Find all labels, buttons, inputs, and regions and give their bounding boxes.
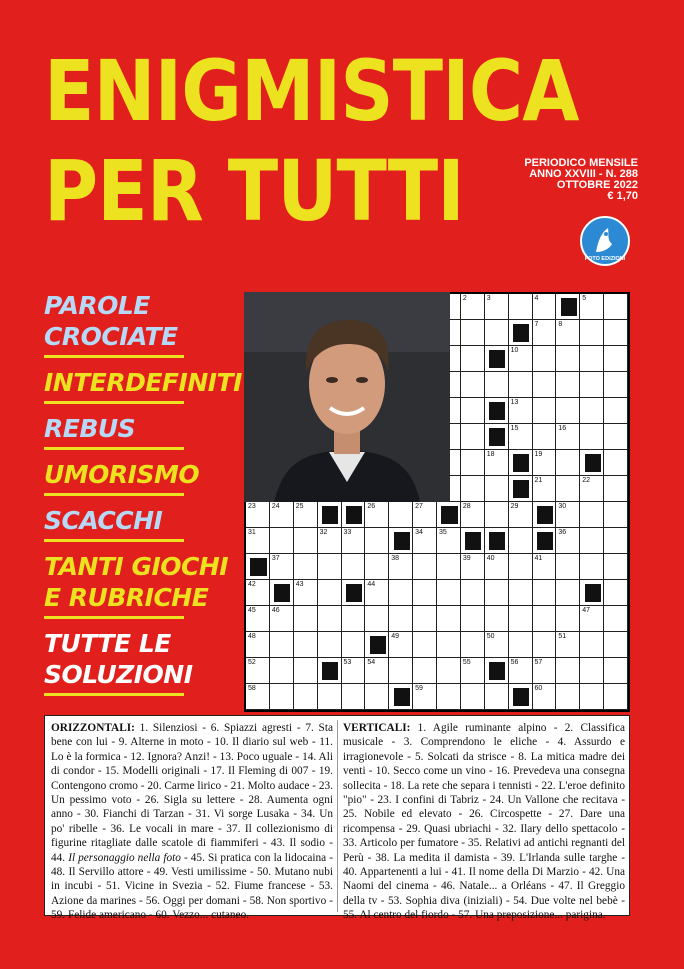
- grid-cell[interactable]: [533, 424, 557, 450]
- grid-cell[interactable]: [485, 372, 509, 398]
- grid-cell[interactable]: [342, 528, 366, 554]
- grid-cell: [485, 424, 509, 450]
- grid-cell[interactable]: [604, 476, 628, 502]
- cell-number: 25: [295, 503, 304, 510]
- grid-cell[interactable]: [413, 528, 437, 554]
- grid-cell[interactable]: [533, 684, 557, 710]
- grid-cell: [270, 580, 294, 606]
- grid-cell[interactable]: [509, 554, 533, 580]
- black-square: [441, 506, 457, 524]
- grid-cell: [580, 580, 604, 606]
- grid-cell[interactable]: [604, 580, 628, 606]
- across-text2: - 45. Si pratica con la lidocaina - 48. Il Servillo attore - 49. Vesti umilissime - 50. Mutano nubi in incubi - 51. Vicine in Svezia - 52. Fiume francese - 53. Azione da marines - 56. Oggi per domani - 58. Non sportivo - 59. Felide americano - 60. Vezzo... cutaneo.: [51, 851, 334, 922]
- cell-number: 7: [534, 321, 539, 328]
- grid-cell[interactable]: [533, 294, 557, 320]
- portrait-illustration: [244, 292, 450, 502]
- grid-cell[interactable]: [580, 294, 604, 320]
- cell-number: 37: [271, 555, 280, 562]
- grid-cell[interactable]: [413, 684, 437, 710]
- grid-cell[interactable]: [509, 658, 533, 684]
- grid-cell: [485, 658, 509, 684]
- grid-cell[interactable]: [533, 320, 557, 346]
- black-square: [274, 584, 290, 602]
- grid-cell[interactable]: [556, 372, 580, 398]
- grid-cell[interactable]: [533, 372, 557, 398]
- grid-cell[interactable]: [246, 684, 270, 710]
- grid-cell[interactable]: [342, 606, 366, 632]
- grid-cell[interactable]: [604, 346, 628, 372]
- grid-cell[interactable]: [365, 658, 389, 684]
- grid-cell[interactable]: [413, 580, 437, 606]
- black-square: [489, 428, 505, 446]
- grid-cell[interactable]: [509, 398, 533, 424]
- grid-cell[interactable]: [461, 502, 485, 528]
- grid-cell: [389, 528, 413, 554]
- cell-number: 38: [391, 555, 400, 562]
- issue-info: [518, 158, 638, 202]
- black-square: [513, 480, 529, 498]
- grid-cell[interactable]: [580, 346, 604, 372]
- grid-cell: [485, 346, 509, 372]
- cell-number: 16: [558, 425, 567, 432]
- grid-cell[interactable]: [365, 502, 389, 528]
- grid-cell[interactable]: [294, 554, 318, 580]
- issue-number: ANNO XXVIII - N. 288: [529, 168, 638, 180]
- black-square: [537, 506, 553, 524]
- grid-cell[interactable]: [604, 294, 628, 320]
- cell-number: 32: [319, 529, 328, 536]
- publisher-logo-icon: [582, 218, 628, 264]
- grid-cell[interactable]: [294, 684, 318, 710]
- down-title: VERTICALI:: [343, 722, 411, 734]
- grid-cell[interactable]: [461, 606, 485, 632]
- grid-cell[interactable]: [294, 502, 318, 528]
- grid-cell[interactable]: [365, 580, 389, 606]
- grid-cell[interactable]: [580, 554, 604, 580]
- cell-number: 21: [534, 477, 543, 484]
- grid-cell: [318, 502, 342, 528]
- grid-cell[interactable]: [556, 632, 580, 658]
- cell-number: 23: [248, 503, 256, 510]
- grid-cell: [342, 580, 366, 606]
- grid-cell[interactable]: [604, 502, 628, 528]
- cell-number: 42: [248, 581, 256, 588]
- grid-cell[interactable]: [604, 632, 628, 658]
- black-square: [513, 324, 529, 342]
- grid-cell[interactable]: [533, 346, 557, 372]
- cell-number: 22: [582, 477, 591, 484]
- grid-cell[interactable]: [318, 606, 342, 632]
- grid-cell[interactable]: [461, 424, 485, 450]
- cell-number: 34: [415, 529, 423, 536]
- grid-cell[interactable]: [413, 554, 437, 580]
- cell-number: 24: [271, 503, 280, 510]
- grid-cell[interactable]: [580, 398, 604, 424]
- grid-cell[interactable]: [580, 632, 604, 658]
- grid-cell[interactable]: [437, 658, 461, 684]
- grid-cell[interactable]: [533, 450, 557, 476]
- grid-cell[interactable]: [485, 476, 509, 502]
- cell-number: 28: [462, 503, 471, 510]
- across-italic: Il personaggio nella foto: [68, 851, 181, 864]
- grid-cell[interactable]: [389, 502, 413, 528]
- cell-number: 39: [462, 555, 471, 562]
- grid-cell[interactable]: [485, 580, 509, 606]
- grid-cell[interactable]: [413, 606, 437, 632]
- across-title: ORIZZONTALI:: [51, 722, 135, 734]
- black-square: [346, 506, 362, 524]
- feature-underline: [44, 616, 184, 619]
- grid-cell[interactable]: [580, 606, 604, 632]
- grid-cell[interactable]: [461, 398, 485, 424]
- grid-cell[interactable]: [533, 398, 557, 424]
- black-square: [489, 350, 505, 368]
- grid-cell: [509, 476, 533, 502]
- black-square: [322, 506, 338, 524]
- cell-number: 47: [582, 607, 591, 614]
- grid-cell[interactable]: [580, 502, 604, 528]
- grid-cell[interactable]: [556, 450, 580, 476]
- grid-cell: [485, 398, 509, 424]
- cell-number: 10: [510, 347, 519, 354]
- grid-cell[interactable]: [533, 554, 557, 580]
- black-square: [370, 636, 386, 654]
- grid-cell: [246, 554, 270, 580]
- price: € 1,70: [607, 190, 638, 202]
- grid-cell[interactable]: [580, 684, 604, 710]
- black-square: [489, 662, 505, 680]
- black-square: [513, 454, 529, 472]
- grid-cell[interactable]: [294, 606, 318, 632]
- grid-cell[interactable]: [509, 372, 533, 398]
- grid-cell[interactable]: [509, 346, 533, 372]
- cell-number: 55: [462, 659, 471, 666]
- grid-cell[interactable]: [246, 632, 270, 658]
- feature-label: REBUS: [44, 414, 136, 443]
- feature-underline: [44, 539, 184, 542]
- black-square: [537, 532, 553, 550]
- grid-cell[interactable]: [485, 554, 509, 580]
- grid-cell[interactable]: [604, 658, 628, 684]
- grid-cell[interactable]: [365, 606, 389, 632]
- grid-cell[interactable]: [246, 502, 270, 528]
- grid-cell[interactable]: [509, 606, 533, 632]
- grid-cell: [556, 294, 580, 320]
- grid-cell[interactable]: [342, 632, 366, 658]
- grid-cell: [461, 528, 485, 554]
- grid-cell[interactable]: [461, 450, 485, 476]
- grid-cell[interactable]: [318, 554, 342, 580]
- cell-number: 41: [534, 555, 543, 562]
- black-square: [394, 532, 410, 550]
- grid-cell[interactable]: [270, 632, 294, 658]
- cell-number: 54: [367, 659, 376, 666]
- grid-cell[interactable]: [485, 632, 509, 658]
- black-square: [585, 454, 601, 472]
- cell-number: 15: [510, 425, 519, 432]
- grid-cell[interactable]: [604, 528, 628, 554]
- grid-cell[interactable]: [342, 554, 366, 580]
- grid-cell[interactable]: [461, 684, 485, 710]
- grid-cell[interactable]: [485, 320, 509, 346]
- cell-number: 43: [295, 581, 304, 588]
- cell-number: 26: [367, 503, 376, 510]
- cell-number: 44: [367, 581, 376, 588]
- cell-number: 19: [534, 451, 543, 458]
- grid-cell[interactable]: [556, 606, 580, 632]
- feature-underline: [44, 693, 184, 696]
- cell-number: 33: [343, 529, 352, 536]
- cell-number: 48: [248, 633, 256, 640]
- cell-number: 53: [343, 659, 352, 666]
- black-square: [585, 584, 601, 602]
- grid-cell[interactable]: [556, 684, 580, 710]
- cell-number: 51: [558, 633, 567, 640]
- grid-cell[interactable]: [413, 658, 437, 684]
- grid-cell[interactable]: [437, 684, 461, 710]
- cell-number: 52: [248, 659, 256, 666]
- grid-cell[interactable]: [556, 424, 580, 450]
- grid-cell[interactable]: [270, 658, 294, 684]
- grid-cell[interactable]: [533, 632, 557, 658]
- grid-cell[interactable]: [580, 476, 604, 502]
- grid-cell: [533, 502, 557, 528]
- cell-number: 50: [486, 633, 495, 640]
- grid-cell[interactable]: [461, 658, 485, 684]
- black-square: [513, 688, 529, 706]
- grid-cell[interactable]: [533, 606, 557, 632]
- grid-cell[interactable]: [604, 684, 628, 710]
- cell-number: 45: [248, 607, 256, 614]
- clues-box: [44, 715, 630, 922]
- grid-cell[interactable]: [461, 372, 485, 398]
- grid-cell[interactable]: [556, 554, 580, 580]
- cell-number: 4: [534, 295, 539, 302]
- publisher-logo: [580, 216, 630, 266]
- cell-number: 56: [510, 659, 519, 666]
- grid-cell[interactable]: [556, 580, 580, 606]
- grid-cell[interactable]: [604, 450, 628, 476]
- cell-number: 36: [558, 529, 567, 536]
- grid-cell[interactable]: [604, 424, 628, 450]
- cell-number: 31: [248, 529, 256, 536]
- grid-cell[interactable]: [437, 554, 461, 580]
- grid-cell[interactable]: [461, 554, 485, 580]
- grid-cell[interactable]: [509, 424, 533, 450]
- grid-cell[interactable]: [485, 502, 509, 528]
- grid-cell[interactable]: [509, 580, 533, 606]
- grid-cell[interactable]: [556, 398, 580, 424]
- grid-cell[interactable]: [437, 606, 461, 632]
- grid-cell[interactable]: [580, 528, 604, 554]
- black-square: [465, 532, 481, 550]
- grid-cell[interactable]: [389, 554, 413, 580]
- grid-cell[interactable]: [604, 606, 628, 632]
- grid-cell[interactable]: [437, 528, 461, 554]
- across-clues: [51, 721, 333, 923]
- grid-cell[interactable]: [318, 528, 342, 554]
- grid-cell[interactable]: [437, 632, 461, 658]
- cell-number: 49: [391, 633, 400, 640]
- grid-cell[interactable]: [294, 632, 318, 658]
- grid-cell: [485, 528, 509, 554]
- grid-cell[interactable]: [270, 528, 294, 554]
- cell-number: 2: [462, 295, 467, 302]
- grid-cell[interactable]: [580, 658, 604, 684]
- grid-cell[interactable]: [556, 528, 580, 554]
- periodicity: PERIODICO MENSILE: [524, 157, 638, 169]
- cell-number: 5: [582, 295, 587, 302]
- grid-cell[interactable]: [461, 476, 485, 502]
- magazine-title-line2: PER TUTTI: [44, 142, 464, 240]
- issue-month: OTTOBRE 2022: [556, 179, 638, 191]
- grid-cell: [580, 450, 604, 476]
- grid-cell[interactable]: [509, 632, 533, 658]
- feature-label: INTERDEFINITI: [44, 368, 242, 397]
- feature-underline: [44, 401, 184, 404]
- grid-cell[interactable]: [604, 398, 628, 424]
- grid-cell[interactable]: [461, 346, 485, 372]
- across-text: 1. Silenziosi - 6. Spiazzi agresti - 7. Sta bene con lui - 9. Alterne in moto - 10. Il diario sul web - 11. Lo è la formica - 12. Ignora? Anzi! - 13. Poco uguale - 14. Ali di condor - 15. Modelli originali - 17. Il Fleming di 007 - 19. Contengono cromo - 20. Carme lirico - 21. Molto audace - 23. Un pessimo voto - 26. Sigla su lettere - 28. Aumenta ogni anno - 30. Fianchi di Tarzan - 31. Vi sorge Lusaka - 34. Un po' ribelle - 36. Le vocali in mare - 37. Il collezionismo di figurine ritagliate dalle scatole di fiammiferi - 43. Il sodio - 44.: [51, 722, 333, 864]
- grid-cell[interactable]: [485, 294, 509, 320]
- black-square: [250, 558, 266, 576]
- grid-cell: [437, 502, 461, 528]
- grid-cell[interactable]: [389, 606, 413, 632]
- grid-cell[interactable]: [604, 320, 628, 346]
- grid-cell: [509, 320, 533, 346]
- grid-cell[interactable]: [485, 606, 509, 632]
- cell-number: 46: [271, 607, 280, 614]
- grid-cell[interactable]: [365, 684, 389, 710]
- grid-cell[interactable]: [389, 580, 413, 606]
- features-list: [44, 290, 242, 705]
- grid-cell[interactable]: [556, 320, 580, 346]
- grid-cell[interactable]: [556, 476, 580, 502]
- cell-number: 29: [510, 503, 519, 510]
- grid-cell[interactable]: [533, 658, 557, 684]
- grid-cell: [533, 528, 557, 554]
- cell-number: 35: [439, 529, 447, 536]
- grid-cell[interactable]: [365, 528, 389, 554]
- grid-cell[interactable]: [270, 606, 294, 632]
- black-square: [322, 662, 338, 680]
- grid-cell[interactable]: [294, 658, 318, 684]
- cell-number: 58: [248, 685, 256, 692]
- grid-cell[interactable]: [461, 632, 485, 658]
- black-square: [394, 688, 410, 706]
- grid-cell: [318, 658, 342, 684]
- down-text: 1. Agile ruminante alpino - 2. Classifica musicale - 3. Comprendono le eliche - 4. Assurdo e irragionevole - 5. Solcati da strisce - 8. La mitica madre dei venti - 10. Secco come un vino - 16. Prevedeva una consegna sollecita - 18. La rete che separa i tennisti - 22. L'eroe definito "pio" - 23. I confini di Tabriz - 24. Un Vallone che recitava - 25. Nobile ed elevato - 26. Circospette - 27. Dare una ricompensa - 29. Quasi ubriachi - 32. Ilary dello spettacolo - 33. Articolo per fumatore - 35. Relativi ad antichi regnanti del Perù - 38. La medita il damista - 39. L'Irlanda sulle targhe - 40. Appartenenti a lui - 41. Il nome della Di Marzio - 42. Una Naomi del cinema - 46. Natale... a Orléans - 47. Il Greggio della tv - 53. Sophia diva (iniziali) - 54. Due volte nel bebè - 55. Al centro del fiordo - 57. Una preposizione... parigina.: [343, 722, 625, 922]
- grid-cell[interactable]: [270, 554, 294, 580]
- grid-cell[interactable]: [270, 684, 294, 710]
- down-clues: [343, 721, 625, 923]
- cell-number: 13: [510, 399, 519, 406]
- grid-cell[interactable]: [461, 580, 485, 606]
- magazine-title-line1: ENIGMISTICA: [44, 42, 579, 140]
- cell-number: 3: [486, 295, 491, 302]
- cell-number: 59: [415, 685, 423, 692]
- grid-cell[interactable]: [485, 450, 509, 476]
- grid-cell[interactable]: [509, 528, 533, 554]
- grid-cell: [389, 684, 413, 710]
- logo-text: FOTO EDIZIONI: [584, 256, 626, 262]
- grid-cell[interactable]: [509, 294, 533, 320]
- grid-cell[interactable]: [318, 580, 342, 606]
- grid-cell: [509, 684, 533, 710]
- grid-cell[interactable]: [294, 580, 318, 606]
- cell-number: 30: [558, 503, 567, 510]
- grid-cell: [509, 450, 533, 476]
- grid-cell[interactable]: [246, 606, 270, 632]
- grid-cell[interactable]: [556, 346, 580, 372]
- grid-cell[interactable]: [294, 528, 318, 554]
- cover-photo: [244, 292, 450, 502]
- grid-cell[interactable]: [485, 684, 509, 710]
- black-square: [489, 532, 505, 550]
- grid-cell[interactable]: [389, 658, 413, 684]
- grid-cell[interactable]: [533, 580, 557, 606]
- grid-cell[interactable]: [580, 320, 604, 346]
- grid-cell[interactable]: [556, 658, 580, 684]
- grid-cell[interactable]: [604, 372, 628, 398]
- grid-cell[interactable]: [389, 632, 413, 658]
- grid-cell[interactable]: [604, 554, 628, 580]
- grid-cell[interactable]: [246, 580, 270, 606]
- grid-cell[interactable]: [461, 320, 485, 346]
- cell-number: 40: [486, 555, 495, 562]
- grid-cell[interactable]: [413, 502, 437, 528]
- feature-label: TUTTE LE SOLUZIONI: [44, 629, 193, 689]
- grid-cell[interactable]: [580, 372, 604, 398]
- cell-number: 18: [486, 451, 495, 458]
- feature-label: PAROLE CROCIATE: [44, 291, 178, 351]
- grid-cell[interactable]: [318, 632, 342, 658]
- clues-divider: [337, 720, 338, 912]
- grid-cell[interactable]: [246, 658, 270, 684]
- grid-cell[interactable]: [437, 580, 461, 606]
- grid-cell: [365, 632, 389, 658]
- cell-number: 57: [534, 659, 543, 666]
- grid-cell[interactable]: [461, 294, 485, 320]
- grid-cell[interactable]: [580, 424, 604, 450]
- cell-number: 60: [534, 685, 543, 692]
- grid-cell[interactable]: [342, 684, 366, 710]
- cell-number: 8: [558, 321, 563, 328]
- grid-cell[interactable]: [413, 632, 437, 658]
- grid-cell[interactable]: [342, 658, 366, 684]
- feature-label: UMORISMO: [44, 460, 200, 489]
- grid-cell[interactable]: [556, 502, 580, 528]
- grid-cell[interactable]: [246, 528, 270, 554]
- black-square: [489, 402, 505, 420]
- grid-cell[interactable]: [318, 684, 342, 710]
- feature-label: SCACCHI: [44, 506, 163, 535]
- black-square: [346, 584, 362, 602]
- cell-number: 27: [415, 503, 423, 510]
- feature-underline: [44, 493, 184, 496]
- grid-cell[interactable]: [533, 476, 557, 502]
- feature-label: TANTI GIOCHI E RUBRICHE: [44, 552, 229, 612]
- grid-cell[interactable]: [365, 554, 389, 580]
- grid-cell: [342, 502, 366, 528]
- feature-underline: [44, 447, 184, 450]
- feature-underline: [44, 355, 184, 358]
- grid-cell[interactable]: [270, 502, 294, 528]
- black-square: [561, 298, 577, 316]
- grid-cell[interactable]: [509, 502, 533, 528]
